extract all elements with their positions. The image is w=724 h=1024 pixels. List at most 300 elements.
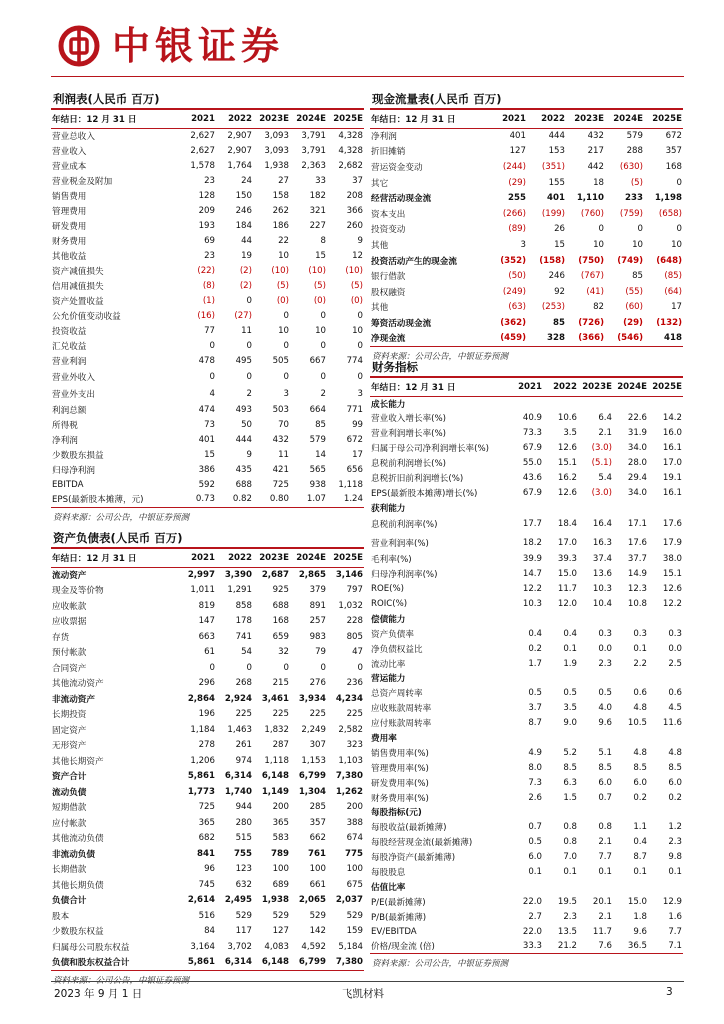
row-label: 投资收益 <box>52 326 87 337</box>
cell-value <box>508 396 543 411</box>
cell-value: 789 <box>271 848 289 859</box>
row-label: 短期借款 <box>52 803 87 814</box>
cell-value: 1,184 <box>190 724 215 735</box>
cell-value: 435 <box>235 464 252 475</box>
cell-value: 0 <box>283 371 289 382</box>
table-row <box>370 534 683 552</box>
row-label: 其他 <box>371 303 389 314</box>
cell-value: 67.9 <box>522 443 542 454</box>
header-year: 2023E <box>253 549 290 567</box>
cell-value: 0.1 <box>563 867 577 878</box>
cell-value: 12 <box>352 250 363 261</box>
row-label: 营运能力 <box>371 674 406 685</box>
cell-value: 2.1 <box>598 837 612 848</box>
row-label: 归属母公司股东权益 <box>52 942 130 953</box>
cell-value: 474 <box>198 404 215 415</box>
row-label: 长期投资 <box>52 710 87 721</box>
cell-value <box>648 731 683 746</box>
row-label: 每股股息 <box>371 868 406 879</box>
cell-value: (760) <box>580 208 604 219</box>
row-label: 存货 <box>52 632 70 643</box>
source-note: 资料来源：公司公告，中银证券预测 <box>372 351 509 362</box>
cell-value: 478 <box>198 355 215 366</box>
row-label: 其他流动负债 <box>52 834 104 845</box>
cell-value <box>543 671 578 686</box>
cell-value: 1,740 <box>224 786 252 797</box>
cell-value: 11.7 <box>592 926 612 937</box>
cell-value: 5.1 <box>598 747 612 758</box>
row-label: 投资变动 <box>371 225 406 236</box>
cell-value: 386 <box>198 464 215 475</box>
cell-value: 1,938 <box>261 895 289 906</box>
cell-value: 6,314 <box>216 955 253 971</box>
cell-value: 16.0 <box>662 428 682 439</box>
table-header-row <box>51 549 364 567</box>
cell-value: 741 <box>235 631 252 642</box>
cell-value: 0 <box>676 224 682 235</box>
cell-value: 0.5 <box>528 688 542 699</box>
row-label: 财务费用 <box>52 236 87 247</box>
table-row <box>51 862 364 878</box>
cell-value: 656 <box>346 464 363 475</box>
header-year: 2022 <box>216 549 253 567</box>
header-year: 2025E <box>648 378 683 396</box>
row-label: 固定资产 <box>52 725 87 736</box>
cell-value: 1,578 <box>190 160 215 171</box>
cell-value: 38.0 <box>662 554 682 565</box>
cell-value: 689 <box>272 879 289 890</box>
cell-value: 16.4 <box>592 519 612 530</box>
footer-divider <box>51 981 684 982</box>
table-row <box>370 760 683 775</box>
cell-value: 13.6 <box>592 569 612 580</box>
cell-value: 841 <box>197 848 215 859</box>
header-year: 2022 <box>216 110 253 128</box>
row-label: EPS(最新股本摊薄，元) <box>51 492 179 507</box>
cell-value: 147 <box>198 616 215 627</box>
row-label: 营业利润 <box>52 356 87 367</box>
cell-value: 4,328 <box>338 130 363 141</box>
cell-value: 168 <box>665 161 682 172</box>
row-label: 合同资产 <box>52 663 87 674</box>
cell-value: (630) <box>619 161 643 172</box>
table-row <box>370 426 683 441</box>
cell-value: 123 <box>235 864 252 875</box>
cell-value: 662 <box>309 833 326 844</box>
cell-value: 10 <box>593 239 604 250</box>
cell-value: (767) <box>580 271 604 282</box>
table-row <box>51 477 364 492</box>
table-row <box>370 268 683 284</box>
row-label: 资产合计 <box>52 772 87 783</box>
table-row <box>51 173 364 188</box>
cell-value: 664 <box>309 404 326 415</box>
cell-value: 193 <box>198 220 215 231</box>
cell-value: (749) <box>617 255 643 266</box>
cell-value: 1,291 <box>227 585 252 596</box>
cell-value: 257 <box>309 616 326 627</box>
section-title: 现金流量表(人民币 百万) <box>370 90 683 110</box>
cell-value: 10.3 <box>592 584 612 595</box>
table-row <box>51 877 364 893</box>
cell-value: 0 <box>283 340 289 351</box>
cell-value: 2.1 <box>598 428 612 439</box>
cell-value: 17.7 <box>522 519 542 530</box>
table-row <box>370 515 683 533</box>
row-label: 成长能力 <box>371 399 406 410</box>
table-row <box>370 222 683 238</box>
cell-value: 186 <box>272 220 289 231</box>
cell-value: 2,687 <box>261 570 289 580</box>
cell-value: 7,380 <box>335 771 363 782</box>
table-row <box>370 396 683 411</box>
row-label: 资产处置收益 <box>52 296 104 307</box>
cell-value: 17.9 <box>662 537 682 548</box>
cell-value: 858 <box>235 600 252 611</box>
cell-value: 505 <box>272 355 289 366</box>
table-row <box>51 188 364 203</box>
cell-value: 1.2 <box>668 822 682 833</box>
header-year: 2022 <box>527 110 566 128</box>
row-label: 应付帐款 <box>52 818 87 829</box>
cell-value: 1,206 <box>190 755 215 766</box>
cell-value: 11 <box>278 449 289 460</box>
cell-value: 0 <box>246 340 252 351</box>
table-row <box>370 656 683 671</box>
cell-value: 34.0 <box>627 487 647 498</box>
cell-value: 2,924 <box>224 693 252 704</box>
cell-value: 3.5 <box>563 703 577 714</box>
cell-value: (158) <box>539 255 565 266</box>
cell-value <box>543 611 578 626</box>
cell-value: 365 <box>272 817 289 828</box>
cell-value: 9.6 <box>633 926 647 937</box>
row-label: 销售费用 <box>52 191 87 202</box>
table-row <box>51 583 364 599</box>
cell-value: 17 <box>352 449 363 460</box>
cell-value: 39.3 <box>557 554 577 565</box>
table-row <box>51 831 364 847</box>
cell-value: 6,314 <box>224 771 252 782</box>
table-row <box>370 284 683 300</box>
cell-value: 307 <box>309 740 326 751</box>
cell-value: (459) <box>488 331 527 347</box>
cell-value <box>648 500 683 515</box>
cell-value: 100 <box>272 864 289 875</box>
cell-value: 9 <box>357 235 363 246</box>
cell-value: 262 <box>272 205 289 216</box>
cell-value <box>648 396 683 411</box>
row-label: 研发费用率(%) <box>371 778 429 789</box>
cell-value: 32 <box>278 647 289 658</box>
row-label: 营业总收入 <box>52 131 95 142</box>
cell-value <box>508 880 543 895</box>
table-row <box>51 846 364 862</box>
table-row <box>370 159 683 175</box>
cell-value: 0 <box>320 662 326 673</box>
cell-value: (22) <box>197 265 215 276</box>
cell-value: 0.1 <box>598 867 612 878</box>
table-row <box>370 411 683 426</box>
cell-value: 1,773 <box>187 786 215 797</box>
row-label: 负债和股东权益合计 <box>51 955 179 971</box>
cell-value: (5.1) <box>591 458 612 468</box>
row-label: 每股指标(元) <box>371 808 422 819</box>
cell-value: 755 <box>234 848 252 859</box>
header-label: 年结日：12 月 31 日 <box>51 549 179 567</box>
cell-value: 805 <box>346 631 363 642</box>
table-row <box>51 385 364 402</box>
cell-value: 22.0 <box>522 896 542 907</box>
row-label: 其他长期负债 <box>52 880 104 891</box>
cell-value: 1,198 <box>654 193 682 204</box>
cell-value: 6.0 <box>598 777 612 788</box>
cell-value: 285 <box>309 802 326 813</box>
cell-value: 2.2 <box>633 658 647 669</box>
cell-value: 0.82 <box>216 492 253 507</box>
header-label: 年结日：12 月 31 日 <box>51 110 179 128</box>
cell-value: 278 <box>198 740 215 751</box>
cell-value: 401 <box>509 131 526 142</box>
cell-value: 15.1 <box>557 458 577 468</box>
cell-value: 761 <box>308 848 326 859</box>
cell-value: 200 <box>272 802 289 813</box>
header-year: 2021 <box>488 110 527 128</box>
cell-value: 565 <box>309 464 326 475</box>
table-row <box>51 278 364 293</box>
table-row <box>51 691 364 707</box>
cell-value: 366 <box>346 205 363 216</box>
cell-value: 503 <box>272 404 289 415</box>
table-row <box>370 567 683 582</box>
row-label: 无形资产 <box>52 741 87 752</box>
cell-value: (5) <box>276 280 289 291</box>
table-row <box>370 470 683 485</box>
cell-value: 0.73 <box>179 492 216 507</box>
table-header-row <box>370 378 683 396</box>
row-label: 息税前利润率(%) <box>371 520 438 531</box>
cell-value: 34.0 <box>627 443 647 454</box>
table-row <box>370 909 683 924</box>
cell-value: (60) <box>625 302 643 313</box>
row-label: 归母净利润 <box>52 465 95 476</box>
row-label: 负债合计 <box>52 896 87 907</box>
table-row <box>51 645 364 661</box>
row-label: 非流动资产 <box>52 694 95 705</box>
cell-value: 7.7 <box>668 926 682 937</box>
cell-value: (64) <box>664 286 682 297</box>
cash-flow-table <box>370 110 683 347</box>
cell-value: 1,304 <box>298 786 326 797</box>
row-label: P/B(最新摊薄) <box>371 912 427 923</box>
cell-value: 418 <box>644 331 683 347</box>
row-label: 每股经营现金流(最新摊薄) <box>371 838 473 849</box>
cell-value: 0.7 <box>528 822 542 833</box>
row-label: 净现金流 <box>370 331 488 347</box>
cell-value: 0 <box>320 340 326 351</box>
cell-value: 2,249 <box>301 724 326 735</box>
cell-value: 0.0 <box>598 643 612 654</box>
table-row <box>370 641 683 656</box>
cell-value: 217 <box>587 146 604 157</box>
footer-title: 飞凯材料 <box>342 988 384 1000</box>
cell-value: 84 <box>204 926 215 937</box>
cell-value: 0.0 <box>668 643 682 654</box>
cell-value: 17.0 <box>557 537 577 548</box>
row-label: 营业税金及附加 <box>52 176 113 187</box>
table-row <box>51 353 364 368</box>
cell-value: 79 <box>315 647 326 658</box>
table-row <box>51 738 364 754</box>
cell-value: 688 <box>235 479 252 490</box>
row-label: EBITDA <box>52 479 84 490</box>
header-year: 2021 <box>508 378 543 396</box>
row-label: 毛利率(%) <box>371 555 412 566</box>
table-row <box>370 485 683 500</box>
cell-value: 3,093 <box>264 145 289 156</box>
cell-value: 421 <box>272 464 289 475</box>
cell-value: (89) <box>508 224 526 235</box>
cell-value: 5,861 <box>187 771 215 782</box>
cell-value: 0 <box>320 310 326 321</box>
cell-value: 328 <box>527 331 566 347</box>
table-header-row <box>370 110 683 128</box>
cell-value: 12.9 <box>662 896 682 907</box>
cell-value: 819 <box>198 600 215 611</box>
cell-value: 2.6 <box>528 792 542 803</box>
row-label: 其他长期资产 <box>52 756 104 767</box>
cell-value: (244) <box>502 161 526 172</box>
section-title: 资产负债表(人民币 百万) <box>51 529 364 549</box>
cell-value: 10 <box>315 325 326 336</box>
cell-value: 15.0 <box>627 896 647 907</box>
cell-value: 0 <box>209 662 215 673</box>
cell-value: (366) <box>566 331 605 347</box>
row-label: 利润总额 <box>52 405 87 416</box>
cell-value: (63) <box>508 302 526 313</box>
row-label: 少数股东损益 <box>52 450 104 461</box>
cell-value: 2,907 <box>227 145 252 156</box>
cell-value: 69 <box>204 235 215 246</box>
cell-value: 233 <box>625 193 643 204</box>
cell-value: (759) <box>619 208 643 219</box>
table-row <box>51 143 364 158</box>
header-year: 2024E <box>613 378 648 396</box>
cell-value: 12.2 <box>662 599 682 610</box>
cell-value: 15 <box>554 239 565 250</box>
header-year: 2025E <box>327 549 364 567</box>
cell-value <box>508 731 543 746</box>
cell-value: 268 <box>235 678 252 689</box>
cell-value: 10 <box>278 325 289 336</box>
cell-value: 39.9 <box>522 554 542 565</box>
cell-value: 357 <box>665 146 682 157</box>
cell-value: 19.1 <box>662 472 682 483</box>
cell-value: 3 <box>357 388 363 399</box>
cell-value: 280 <box>235 817 252 828</box>
cell-value: 287 <box>272 740 289 751</box>
cell-value: 276 <box>309 678 326 689</box>
cell-value: 209 <box>198 205 215 216</box>
row-label: 应付账款周转率 <box>371 719 432 730</box>
cell-value: 2,864 <box>187 693 215 704</box>
cell-value: 8.5 <box>633 762 647 773</box>
cell-value: (249) <box>502 286 526 297</box>
cell-value <box>613 731 648 746</box>
cell-value: 4.0 <box>598 703 612 714</box>
table-row <box>370 237 683 253</box>
cell-value <box>648 671 683 686</box>
cell-value: (10) <box>271 265 289 276</box>
cell-value: 227 <box>309 220 326 231</box>
income-statement-section <box>51 90 364 523</box>
row-label: 研发费用 <box>52 221 87 232</box>
table-row <box>370 701 683 716</box>
cell-value: 0 <box>357 371 363 382</box>
row-label: ROIC(%) <box>371 599 408 610</box>
cell-value: (132) <box>656 317 682 328</box>
table-row <box>51 368 364 385</box>
cell-value: 4,328 <box>338 145 363 156</box>
cell-value: 178 <box>235 616 252 627</box>
row-label: 净利润 <box>52 435 78 446</box>
income-statement-table <box>51 110 364 508</box>
cell-value: 55.0 <box>522 458 542 468</box>
header-year: 2025E <box>644 110 683 128</box>
cell-value: 28.0 <box>627 458 647 468</box>
cell-value: 529 <box>235 910 252 921</box>
row-label: 银行借款 <box>371 272 406 283</box>
cell-value: 8.5 <box>563 762 577 773</box>
header-year: 2023E <box>578 378 613 396</box>
cell-value: 10 <box>278 250 289 261</box>
table-row <box>370 582 683 597</box>
cell-value: 127 <box>272 926 289 937</box>
row-label: 股权融资 <box>371 287 406 298</box>
cell-value: 17 <box>671 302 682 313</box>
cell-value: 2,363 <box>301 160 326 171</box>
cell-value: 974 <box>235 755 252 766</box>
cell-value: 579 <box>626 131 643 142</box>
cell-value: 27 <box>278 175 289 186</box>
cell-value: 10.6 <box>557 413 577 424</box>
balance-sheet-table <box>51 549 364 971</box>
row-label: 营运资金变动 <box>371 162 423 173</box>
cell-value: 12.0 <box>557 599 577 610</box>
cell-value: (362) <box>500 317 526 328</box>
cell-value: 117 <box>235 926 252 937</box>
cell-value: 0.4 <box>528 628 542 639</box>
cell-value: 6,148 <box>261 771 289 782</box>
cell-value: 15 <box>204 449 215 460</box>
cell-value: 0 <box>283 310 289 321</box>
cell-value: 579 <box>309 434 326 445</box>
cell-value: 4.5 <box>668 703 682 714</box>
cell-value: 67.9 <box>522 487 542 498</box>
row-label: 长期借款 <box>52 865 87 876</box>
row-label: 营业外支出 <box>52 389 95 400</box>
cell-value: 444 <box>235 434 252 445</box>
cell-value: 0.5 <box>563 688 577 699</box>
cell-value: 37 <box>352 175 363 186</box>
cell-value: 11.6 <box>662 718 682 729</box>
cell-value: 100 <box>346 864 363 875</box>
cell-value: 725 <box>272 479 289 490</box>
cell-value: 16.1 <box>662 443 682 454</box>
cell-value: (55) <box>625 286 643 297</box>
header-label: 年结日：12 月 31 日 <box>370 110 488 128</box>
cell-value: (648) <box>656 255 682 266</box>
